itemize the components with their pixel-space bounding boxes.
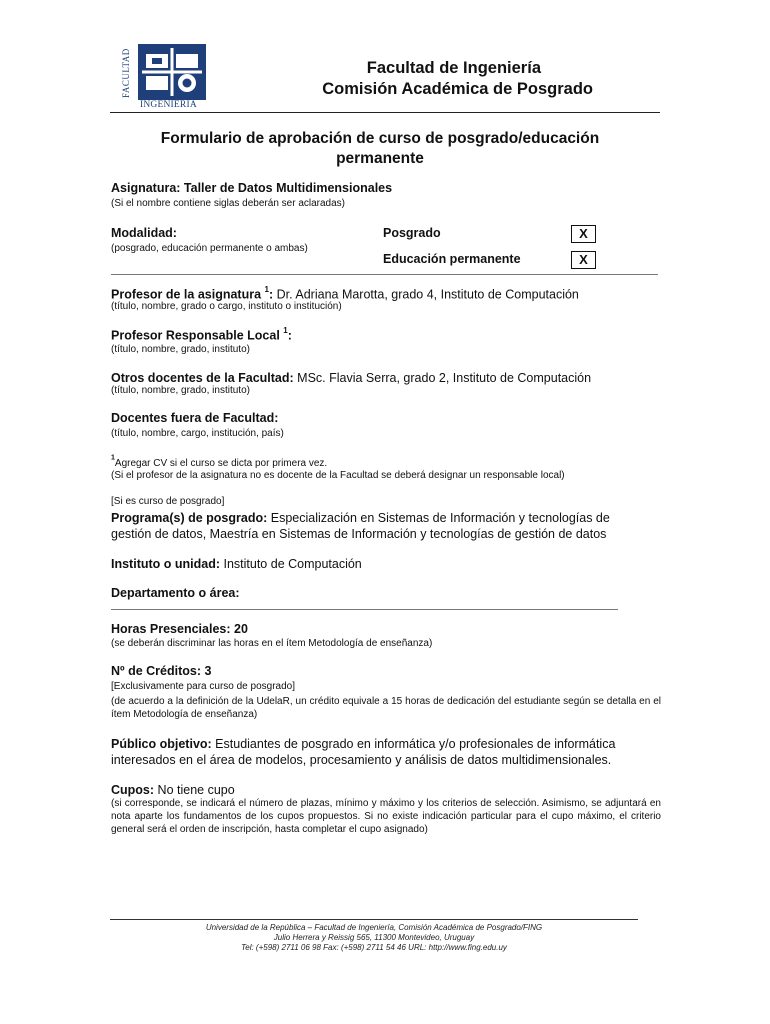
- profesor-note: (título, nombre, grado o cargo, instituto o institución): [111, 301, 342, 312]
- cupos-label: Cupos:: [111, 783, 155, 797]
- profesor-colon: :: [268, 287, 274, 302]
- horas-note: (se deberán discriminar las horas en el ítem Metodología de enseñanza): [111, 638, 433, 649]
- creditos-label: Nº de Créditos: 3: [111, 664, 212, 678]
- instituto-line: [111, 555, 362, 573]
- creditos-note1: [Exclusivamente para curso de posgrado]: [111, 681, 295, 692]
- docentes-fuera-label: Docentes fuera de Facultad:: [111, 411, 279, 425]
- faculty-logo: [118, 42, 210, 110]
- footer-line2: Julio Herrera y Reissig 565, 11300 Montevideo, Uruguay: [273, 933, 475, 942]
- modalidad-note: (posgrado, educación permanente o ambas): [111, 243, 308, 254]
- logo-emblem-icon: [138, 44, 206, 100]
- footnote-text1: Agregar CV si el curso se dicta por primera vez.: [114, 458, 328, 469]
- profesor-value: Dr. Adriana Marotta, grado 4, Instituto de Computación: [273, 287, 579, 302]
- cupos-note: (si corresponde, se indicará el número de plazas, mínimo y máximo y los criterios de selección. Asimismo, se adjuntará en nota aparte los fundamentos de los cupos propuestos. Si no existe indicación particular para el cupo máximo, el criterio general será el orden de inscripción, hasta completar el cupo asignado): [111, 798, 661, 835]
- horas-label: Horas Presenciales: 20: [111, 622, 248, 636]
- footer-divider: [110, 919, 638, 920]
- docentes-fuera-note: (título, nombre, cargo, institución, país): [111, 428, 284, 439]
- publico-label: Público objetivo:: [111, 737, 212, 751]
- profesor-local-note: (título, nombre, grado, instituto): [111, 344, 250, 355]
- otros-docentes-value: MSc. Flavia Serra, grado 2, Instituto de Computación: [293, 371, 592, 385]
- programa-pre: [Si es curso de posgrado]: [111, 496, 225, 507]
- cupos-value: No tiene cupo: [154, 783, 235, 797]
- logo-vertical-text: FACULTAD: [121, 48, 131, 98]
- departamento-line: [111, 609, 618, 610]
- instituto-value: Instituto de Computación: [220, 557, 362, 571]
- publico-block: [111, 736, 661, 768]
- profesor-local-line: [111, 326, 292, 344]
- profesor-sup: 1: [264, 285, 269, 294]
- educacion-checkbox[interactable]: X: [571, 251, 596, 269]
- programa-label: Programa(s) de posgrado:: [111, 511, 268, 525]
- profesor-local-label: Profesor Responsable Local: [111, 328, 284, 343]
- faculty-name: Facultad de Ingeniería: [366, 59, 541, 77]
- footer-line1: Universidad de la República – Facultad de Ingeniería, Comisión Académica de Posgrado/FING: [205, 923, 543, 932]
- footnote-text2: (Si el profesor de la asignatura no es docente de la Facultad se deberá designar un responsable local): [111, 470, 565, 481]
- asignatura-label: Asignatura: Taller de Datos Multidimensionales: [111, 181, 393, 195]
- programa-value: Especialización en Sistemas de Información y tecnologías de gestión de datos, Maestría en Sistemas de Información y tecnologías de gestión de datos: [111, 511, 610, 541]
- footnote-sup: 1: [111, 454, 115, 462]
- footer-line3: Tel: (+598) 2711 06 98 Fax: (+598) 2711 54 46 URL: http://www.fing.edu.uy: [241, 943, 507, 952]
- departamento-label: Departamento o área:: [111, 586, 240, 600]
- otros-docentes-note: (título, nombre, grado, instituto): [111, 385, 250, 396]
- publico-value: Estudiantes de posgrado en informática y/o profesionales de informática interesados en el área de modelos, procesamiento y análisis de datos multidimensionales.: [111, 737, 616, 767]
- modalidad-divider: [111, 274, 658, 275]
- programa-block: [111, 510, 651, 542]
- footnote-line1: [111, 453, 327, 471]
- modalidad-label: Modalidad:: [111, 226, 177, 240]
- otros-docentes-label: Otros docentes de la Facultad:: [111, 371, 294, 385]
- profesor-local-colon: :: [287, 328, 292, 343]
- instituto-label: Instituto o unidad:: [111, 557, 221, 571]
- commission-name: Comisión Académica de Posgrado: [322, 80, 593, 98]
- header-divider: [110, 112, 660, 113]
- profesor-local-sup: 1: [283, 326, 288, 335]
- option-educacion-label: Educación permanente: [383, 252, 521, 266]
- asignatura-note: (Si el nombre contiene siglas deberán ser aclaradas): [111, 198, 346, 209]
- profesor-label: Profesor de la asignatura: [111, 287, 265, 302]
- form-title: Formulario de aprobación de curso de posgrado/educación permanente: [160, 130, 600, 167]
- logo-bottom-text: INGENIERIA: [140, 100, 197, 110]
- option-posgrado-label: Posgrado: [383, 226, 441, 240]
- posgrado-checkbox[interactable]: X: [571, 225, 596, 243]
- creditos-note2: (de acuerdo a la definición de la UdelaR, un crédito equivale a 15 horas de dedicación del estudiante según se detalla en el ítem Metodología de enseñanza): [111, 696, 661, 720]
